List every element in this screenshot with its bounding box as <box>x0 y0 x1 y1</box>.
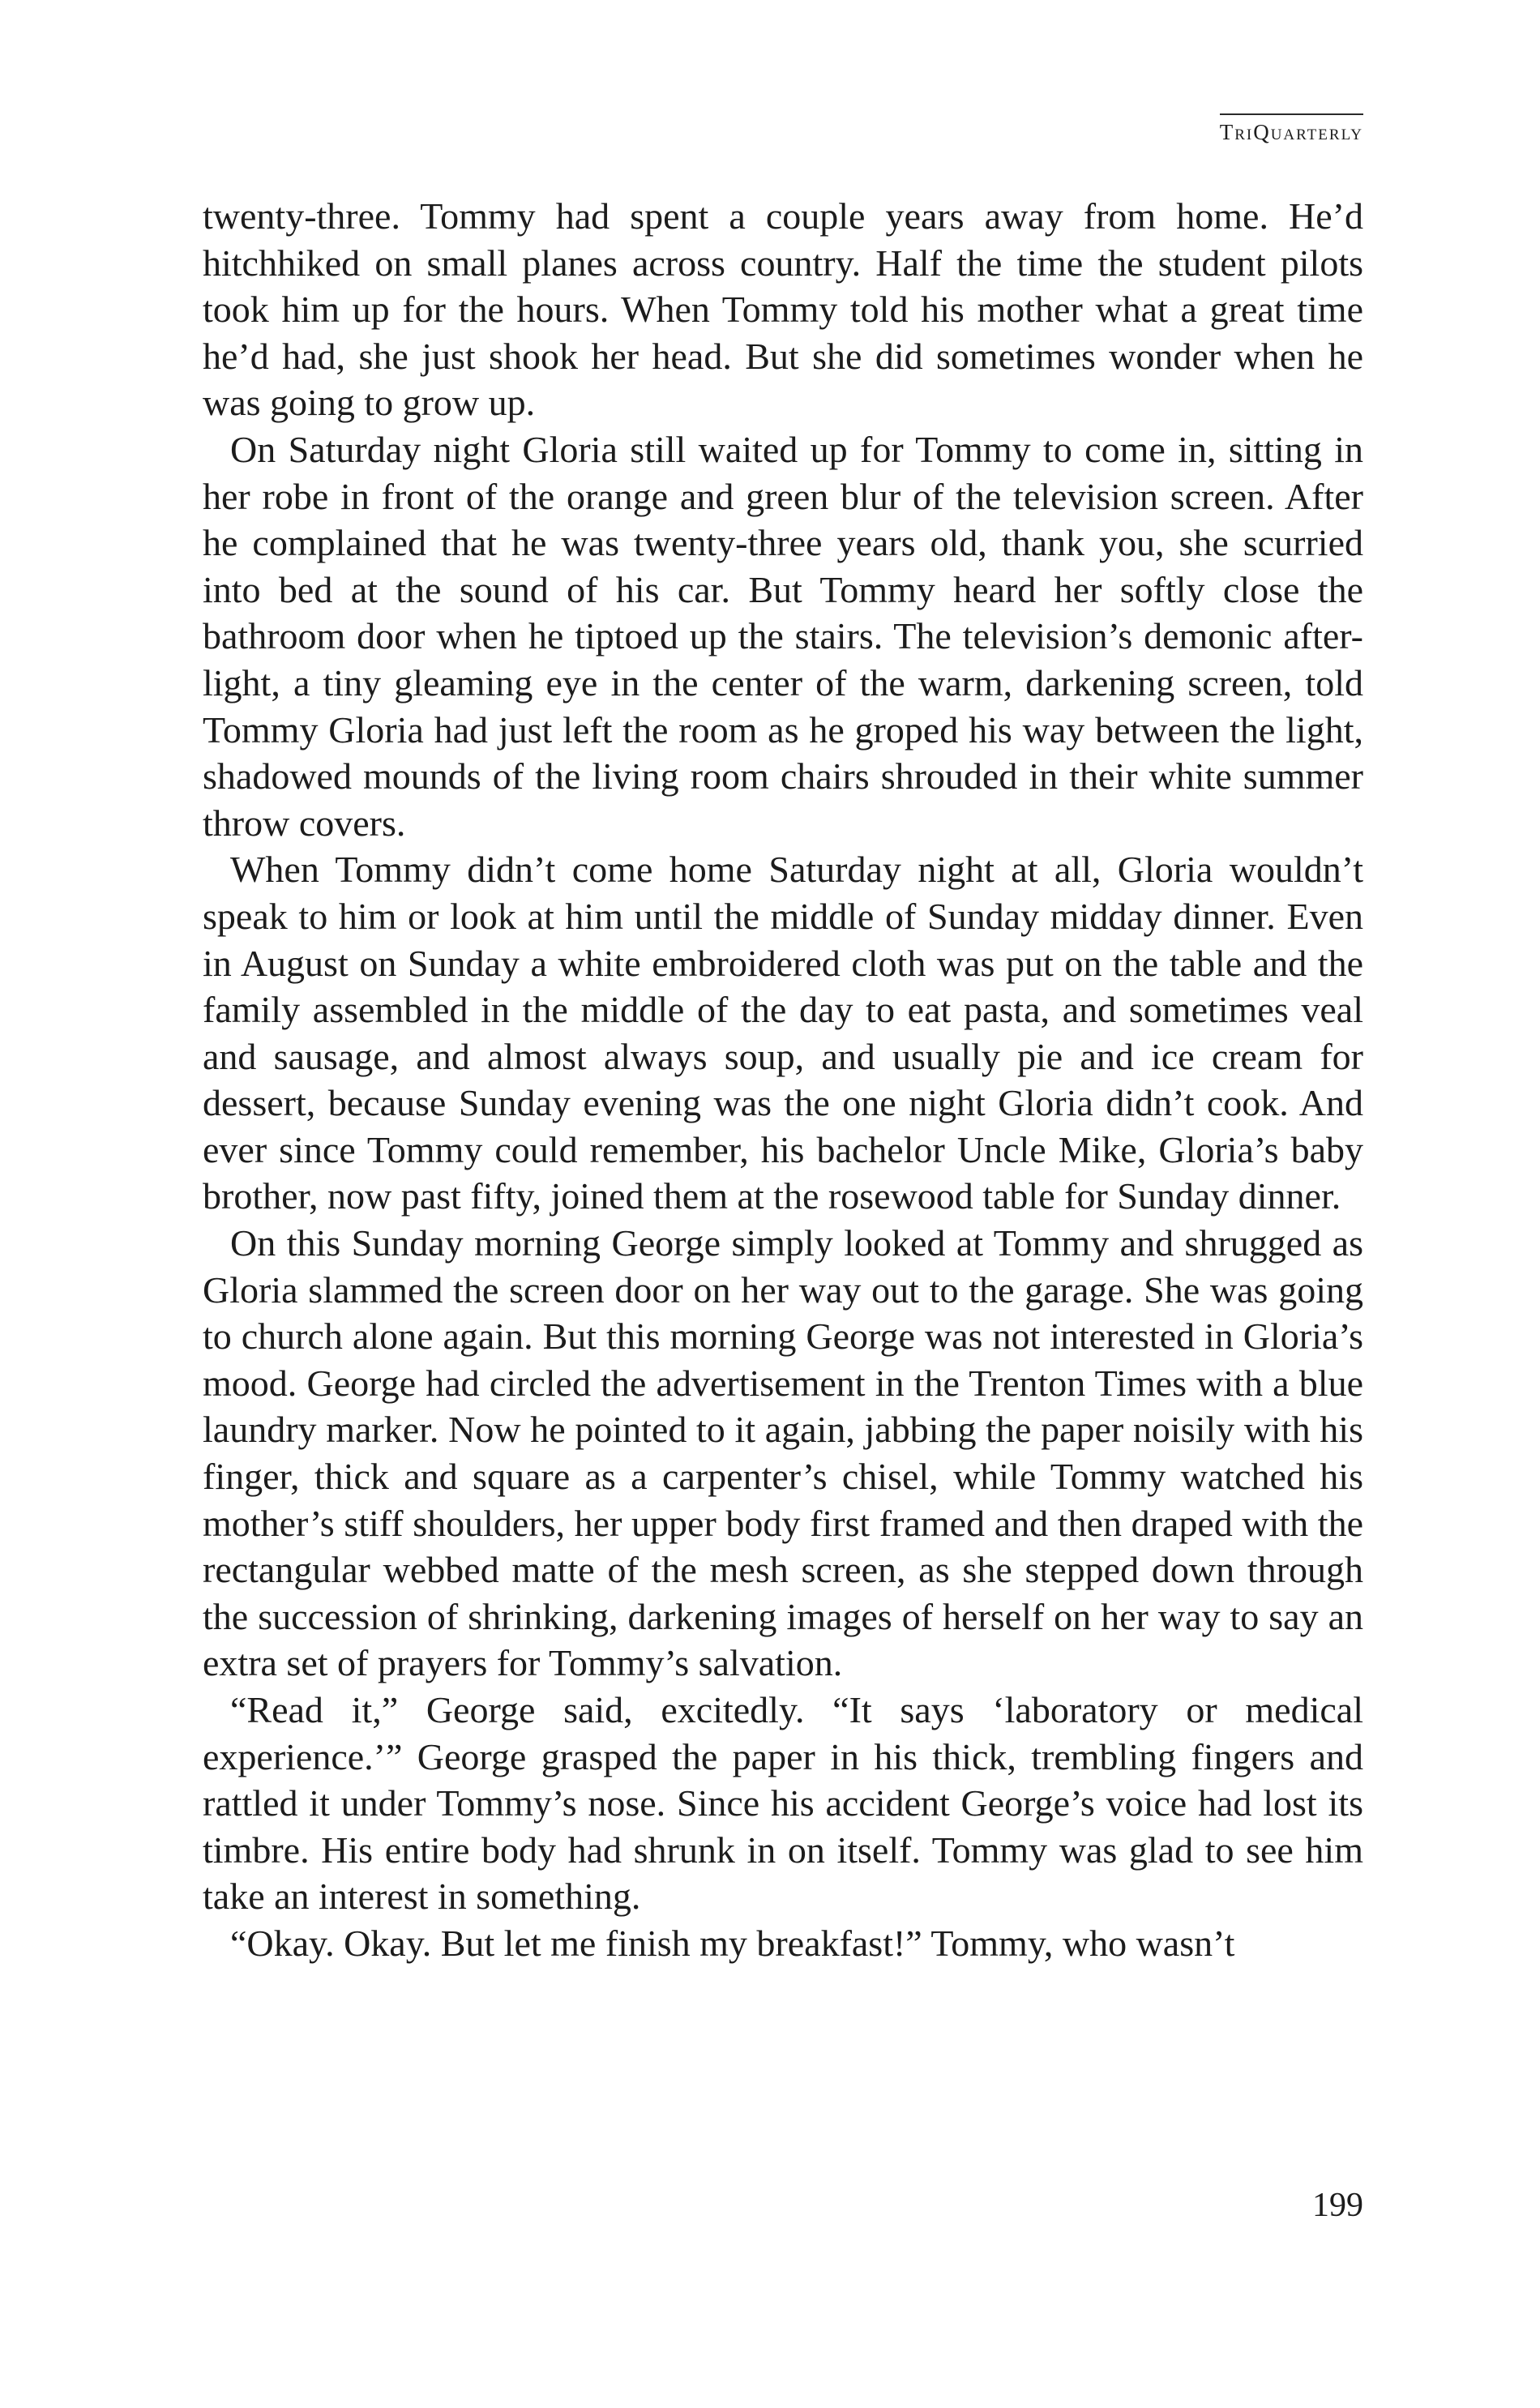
running-head: TriQuarterly <box>1220 113 1363 143</box>
paragraph-3: When Tommy didn’t come home Saturday night at all, Gloria wouldn’t speak to him or look at him until the middle of Sunday midday dinner. Even in August on Sunday a white embroidered cloth was put on the table and the family assembled in the middle of the day to eat pasta, and sometimes veal and sausage, and almost always soup, and usually pie and ice cream for dessert, because Sunday evening was the one night Gloria didn’t cook. And ever since Tommy could remember, his bachelor Uncle Mike, Gloria’s baby brother, now past fifty, joined them at the rosewood table for Sunday dinner. <box>203 849 1363 1217</box>
paragraph-6: “Okay. Okay. But let me finish my breakfast!” Tommy, who wasn’t <box>230 1922 1235 1964</box>
paragraph-2: On Saturday night Gloria still waited up for Tommy to come in, sitting in her robe in front of the orange and green blur of the television screen. After he complained that he was twenty-three years old, thank you, she scurried into bed at the sound of his car. But Tommy heard her softly close the bathroom door when he tiptoed up the stairs. The television’s demonic after-light, a tiny gleaming eye in the center of the warm, darkening screen, told Tommy Gloria had just left the room as he groped his way between the light, shadowed mounds of the living room chairs shrouded in their white summer throw covers. <box>203 428 1363 844</box>
body-text <box>203 193 1363 1967</box>
paragraph-1: twenty-three. Tommy had spent a couple years away from home. He’d hitchhiked on small planes across country. Half the time the student pilots took him up for the hours. When Tommy told his mother what a great time he’d had, she just shook her head. But she did sometimes wonder when he was going to grow up. <box>203 195 1363 424</box>
page-number: 199 <box>1312 2187 1363 2224</box>
paragraph-5: “Read it,” George said, excitedly. “It says ‘laboratory or medical experience.’” George grasped the paper in his thick, trembling fingers and rattled it under Tommy’s nose. Since his accident George’s voice had lost its timbre. His entire body had shrunk in on itself. Tommy was glad to see him take an interest in something. <box>203 1689 1363 1918</box>
paragraph-4: On this Sunday morning George simply looked at Tommy and shrugged as Gloria slammed the screen door on her way out to the garage. She was going to church alone again. But this morning George was not interested in Gloria’s mood. George had circled the advertisement in the Trenton Times with a blue laundry marker. Now he pointed to it again, jabbing the paper noisily with his finger, thick and square as a carpenter’s chisel, while Tommy watched his mother’s stiff shoulders, her upper body first framed and then draped with the rectangular webbed matte of the mesh screen, as she stepped down through the succession of shrinking, darkening images of herself on her way to say an extra set of prayers for Tommy’s salvation. <box>203 1222 1363 1684</box>
